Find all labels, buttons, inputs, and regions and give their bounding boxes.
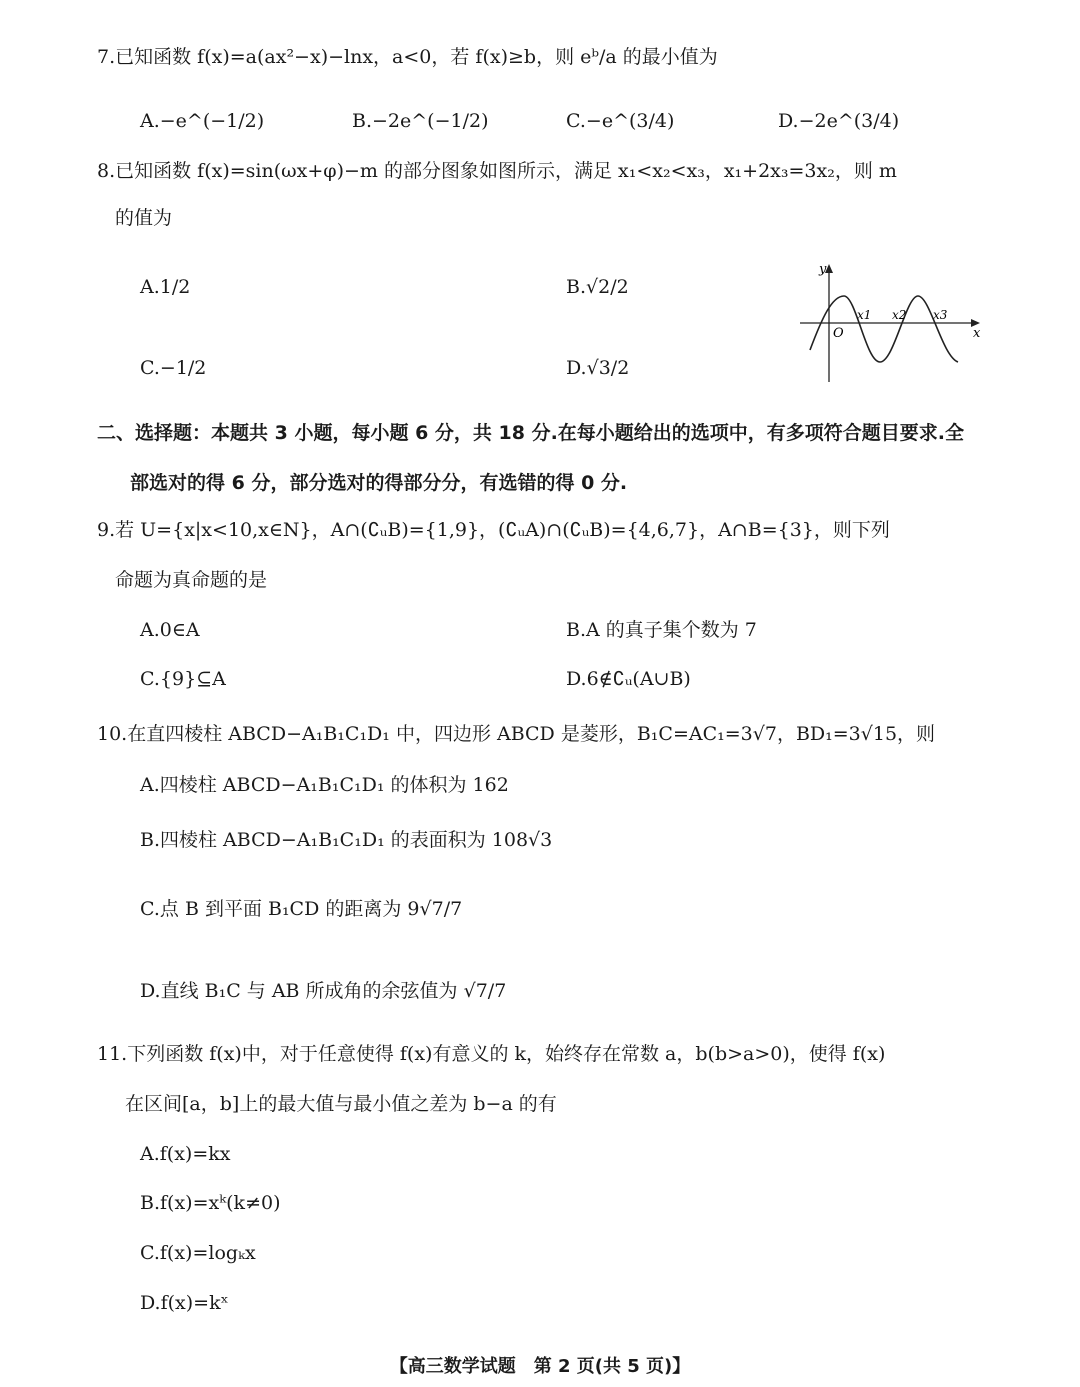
q7-option-b: B.−2e^(−1/2) (352, 110, 489, 132)
q9-stem-line2: 命题为真命题的是 (115, 569, 268, 591)
section2-header-line1: 二、选择题：本题共 3 小题，每小题 6 分，共 18 分.在每小题给出的选项中，有多项符合题目要求.全 (97, 422, 965, 444)
q8-option-a: A.1/2 (140, 276, 191, 298)
q7-option-c: C.−e^(3/4) (566, 110, 675, 132)
q8-option-b: B.√2/2 (566, 276, 629, 298)
q11-option-d: D.f(x)=kˣ (140, 1292, 229, 1314)
q10-option-a: A.四棱柱 ABCD−A₁B₁C₁D₁ 的体积为 162 (140, 774, 509, 796)
q9-option-b: B.A 的真子集个数为 7 (566, 619, 757, 641)
q9-option-d: D.6∉∁ᵤ(A∪B) (566, 668, 691, 690)
q8-stem-line2: 的值为 (115, 207, 173, 229)
q9-option-a: A.0∈A (140, 619, 200, 641)
q10-option-d: D.直线 B₁C 与 AB 所成角的余弦值为 √7/7 (140, 980, 507, 1002)
q9-option-c: C.{9}⊆A (140, 668, 226, 690)
q8-stem-line1: 8.已知函数 f(x)=sin(ωx+φ)−m 的部分图象如图所示，满足 x₁<x₂<x₃，x₁+2x₃=3x₂，则 m (97, 160, 897, 182)
graph-label-y: y (819, 262, 827, 277)
q8-option-d: D.√3/2 (566, 357, 630, 379)
graph-label-x: x (973, 326, 981, 341)
graph-label-origin: O (833, 326, 844, 341)
graph-label-x3: x3 (933, 308, 948, 322)
q11-stem-line1: 11.下列函数 f(x)中，对于任意使得 f(x)有意义的 k，始终存在常数 a，b(b>a>0)，使得 f(x) (97, 1043, 886, 1065)
graph-label-x1: x1 (857, 308, 872, 322)
q7-option-d: D.−2e^(3/4) (778, 110, 900, 132)
q9-stem-line1: 9.若 U={x|x<10,x∈N}，A∩(∁ᵤB)={1,9}，(∁ᵤA)∩(∁ᵤB)={4,6,7}，A∩B={3}，则下列 (97, 519, 890, 541)
q8-option-c: C.−1/2 (140, 357, 207, 379)
sine-graph-figure (800, 258, 990, 386)
q11-option-b: B.f(x)=xᵏ(k≠0) (140, 1192, 281, 1214)
q11-stem-line2: 在区间[a，b]上的最大值与最小值之差为 b−a 的有 (125, 1093, 557, 1115)
graph-label-x2: x2 (892, 308, 907, 322)
section2-header-line2: 部选对的得 6 分，部分选对的得部分分，有选错的得 0 分. (130, 472, 628, 494)
q11-option-a: A.f(x)=kx (140, 1143, 231, 1165)
q10-option-b: B.四棱柱 ABCD−A₁B₁C₁D₁ 的表面积为 108√3 (140, 829, 553, 851)
q10-option-c: C.点 B 到平面 B₁CD 的距离为 9√7/7 (140, 898, 463, 920)
page-footer: 【高三数学试题 第 2 页(共 5 页)】 (389, 1356, 691, 1377)
q11-option-c: C.f(x)=logₖx (140, 1242, 256, 1264)
q10-stem: 10.在直四棱柱 ABCD−A₁B₁C₁D₁ 中，四边形 ABCD 是菱形，B₁C=AC₁=3√7，BD₁=3√15，则 (97, 723, 936, 745)
q7-stem: 7.已知函数 f(x)=a(ax²−x)−lnx，a<0，若 f(x)≥b，则 eᵇ/a 的最小值为 (97, 46, 718, 68)
q7-option-a: A.−e^(−1/2) (140, 110, 265, 132)
